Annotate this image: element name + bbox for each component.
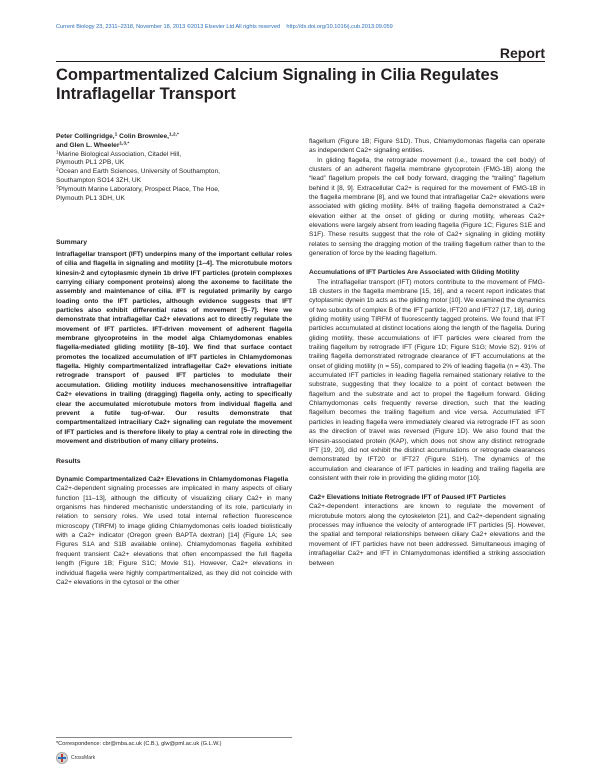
journal-header [56,24,393,30]
col2-paragraph-3: The intraflagellar transport (IFT) motors contribute to the movement of FMG-1B clusters in the flagella membrane [15, 16], and a recent report indicates that cytoplasmic dynein 1b acts as the gliding motor [10]. We examined the dynamics of two subunits of complex B of the IFT particle, IFT20 and IFT27 [17, 18], during gliding motility using TIRFM of fluorescently tagged proteins. We found that IFT particles accumulated at distinct locations along the length of the flagella. During gliding motility, these accumulations of IFT particles were cleared from the trailing flagellum by retrograde IFT (Figure 1D; Figure S1G; Movie S2). 91% of trailing flagella demonstrated retrograde clearance of IFT accumulations at the onset of gliding motility (n = 55), compared to 2% of leading flagella (n = 43). The accumulated IFT particles in leading flagella remained stationary relative to the substrate, suggesting that they localize to a point of contact between the flagellum and the substrate and act to propel the flagellum forward. Gliding Chlamydomonas cells frequently reverse direction, such that the leading flagellum becomes the trailing flagellum and vice versa. Accumulated IFT particles in leading flagella were immediately cleared via retrograde IFT as soon as the direction of travel was reversed (Figure 1D). We also found that the kinesin-associated protein (KAP), which does not show any distinct retrograde IFT [19, 20], did not exhibit the distinct accumulations or retrograde clearances demonstrated by IFT20 or IFT27 (Figure S1H). The dynamics of the accumulation and clearance of IFT particles in leading and trailing flagella are consistent with their role in providing the gliding motor [10]. [309,278,545,482]
left-column [56,238,292,587]
author-block [56,133,291,203]
results-paragraph-1: Ca2+-dependent signaling processes are implicated in many aspects of ciliary function [11–13], although the difficulty of visualizing ciliary Ca2+ in many organisms has hindered mechanistic understanding of its role, particularly in relation to sensory roles. We used total internal reflection fluorescence microscopy (TIRFM) to image gliding Chlamydomonas cells loaded biolistically with a Ca2+ indicator (Oregon green BAPTA dextran) [14] (Figure 1A; see Figures S1A and S1B available online). Chlamydomonas flagella exhibited frequent transient Ca2+ elevations that often encompassed the full flagella length (Figure 1B; Figure S1C; Movie S1). However, Ca2+ elevations in individual flagella were highly compartmentalized, as they did not coincide with Ca2+ elevations in the cytosol or the other [56,485,292,586]
right-column [309,137,545,568]
affiliations: $^1$Marine Biological Association, Citadel Hill, Plymouth PL1 2PB, UK $^2$Ocean and Earth Sciences, University of Southampton, Southampton SO14 3ZH, UK $^3$Plymouth Marine Laboratory, Prospect Place, The Hoe, Plymouth PL1 3DH, UK [56,150,220,202]
summary-text: Intraflagellar transport (IFT) underpins many of the important cellular roles of cilia and flagella in signaling and motility [1–4]. The microtubule motors kinesin-2 and cytoplasmic dynein 1b drive IFT particles (protein complexes carrying ciliary component proteins) along the axoneme to facilitate the assembly and maintenance of cilia. IFT is regulated primarily by cargo loading onto the IFT particles, although evidence suggests that IFT particles also exhibit differential rates of movement [5–7]. Here we demonstrate that intraflagellar Ca2+ elevations act to directly regulate the movement of IFT particles. IFT-driven movement of adherent flagella membrane glycoproteins in the model alga Chlamydomonas enables flagella-mediated gliding motility [8–10]. We find that surface contact promotes the localized accumulation of IFT particles in Chlamydomonas flagella. Highly compartmentalized intraflagellar Ca2+ elevations initiate retrograde transport of paused IFT particles to modulate their accumulation. Gliding motility induces mechanosensitive intraflagellar Ca2+ elevations in trailing (dragging) flagella only, acting to specifically clear the accumulated microtubule motors from individual flagella and prevent a futile tug-of-war. Our results demonstrate that compartmentalized intraciliary Ca2+ signaling can regulate the movement of IFT particles and is therefore likely to play a central role in directing the movement and distribution of many ciliary proteins. [56,251,292,445]
summary-section [56,238,292,446]
crossmark-icon [56,752,68,764]
citation: Current Biology 23, 2311–2318, November 18, 2013 ©2013 Elsevier Ltd All rights reserved [56,24,281,30]
crossmark-logo[interactable] [56,752,95,764]
section-label: Report [499,45,545,61]
results-subheading-3: Ca2+ Elevations Initiate Retrograde IFT of Paused IFT Particles [309,494,506,502]
footnote-rule [56,737,292,738]
col2-paragraph-1: flagellum (Figure 1B; Figure S1D). Thus, Chlamydomonas flagella can operate as independent Ca2+ signaling entities. [309,138,545,155]
col2-paragraph-2: In gliding flagella, the retrograde movement (i.e., toward the cell body) of clusters of an adherent flagella membrane glycoprotein (FMG-1B) along the “lead” flagellum propels the cell body forward, dragging the “trailing” flagellum behind it [8, 9]. Extracellular Ca2+ is required for the movement of FMG-1B in the flagella membrane [8], and we found that intraflagellar Ca2+ elevations were associated with gliding motility. 84% of trailing flagella demonstrated a Ca2+ elevation either at the onset of gliding or during motility, whereas Ca2+ elevations were largely absent from leading flagella (Figure 1C; Figures S1E and S1F). These results suggest that the role of Ca2+ signaling in gliding motility relates to sensing the dragging motion of the trailing flagellum rather than to the generation of force by the leading flagellum. [309,156,545,258]
author-names: Peter Collingridge,$^1$ Colin Brownlee,$^{1,2,*}$ and Glen L. Wheeler$^{1,3,*}$ [56,132,179,149]
article-title: Compartmentalized Calcium Signaling in Cilia Regulates Intraflagellar Transport [56,66,499,103]
crossmark-label: CrossMark [71,755,96,761]
summary-heading: Summary [56,239,87,246]
correspondence-footnote: *Correspondence: cbr@mba.ac.uk (C.B.), glw@pml.ac.uk (G.L.W.) [56,741,222,747]
results-subheading-2: Accumulations of IFT Particles Are Associated with Gliding Motility [309,269,520,277]
doi-link[interactable]: http://dx.doi.org/10.1016/j.cub.2013.09.059 [286,24,393,30]
col2-paragraph-4: Ca2+-dependent interactions are known to regulate the movement of microtubule motors along the cytoskeleton [21], and Ca2+-dependent signaling processes may influence the velocity of anterograde IFT particles [5]. However, the spatial and temporal relationships between ciliary Ca2+ elevations and the movement of IFT particles have not been addressed. Simultaneous imaging of intraflagellar Ca2+ and IFT in Chlamydomonas identified a striking association between [309,503,545,567]
results-heading: Results [56,458,81,466]
header-rule [56,61,545,62]
results-subheading-1: Dynamic Compartmentalized Ca2+ Elevations in Chlamydomonas Flagella [56,476,289,484]
